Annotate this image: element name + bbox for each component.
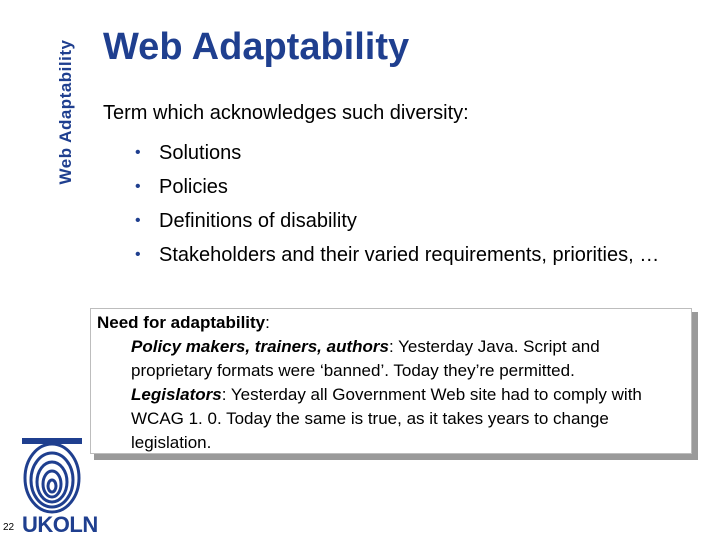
bullet-icon: • [135,212,141,229]
callout-paragraph-policy [97,335,685,383]
callout-paragraph-legislators [97,383,685,455]
callout-heading-line [97,311,685,335]
legislators-text: : Yesterday all Government Web site had to comply with WCAG 1. 0. Today the same is true, as it takes years to change legislation. [131,385,642,452]
bullet-icon: • [135,144,141,161]
bullet-text: Stakeholders and their varied requirements, priorities, … [159,244,660,266]
logo-text: UKOLN [22,512,98,537]
intro-text: Term which acknowledges such diversity: [103,102,469,124]
sidebar-title: Web Adaptability [56,39,75,185]
bullet-text: Definitions of disability [159,210,357,232]
bullet-text: Solutions [159,142,242,164]
page-number: 22 [3,522,15,533]
legislators-label: Legislators [131,385,222,404]
list-item [135,136,675,170]
policy-makers-label: Policy makers, trainers, authors [131,337,389,356]
list-item [135,170,675,204]
list-item [135,241,675,269]
bullet-icon: • [135,246,141,263]
bullet-list [135,136,675,269]
bullet-text: Policies [159,176,228,198]
sidebar [0,0,98,540]
callout-heading-suffix: : [265,313,270,332]
slide-title: Web Adaptability [103,26,410,68]
list-item [135,204,675,238]
callout-heading: Need for adaptability [97,313,266,332]
callout-box [90,308,692,454]
policy-makers-text: : Yesterday Java. Script and proprietary formats were ‘banned’. Today they’re permitted. [131,337,600,380]
bullet-icon: • [135,178,141,195]
